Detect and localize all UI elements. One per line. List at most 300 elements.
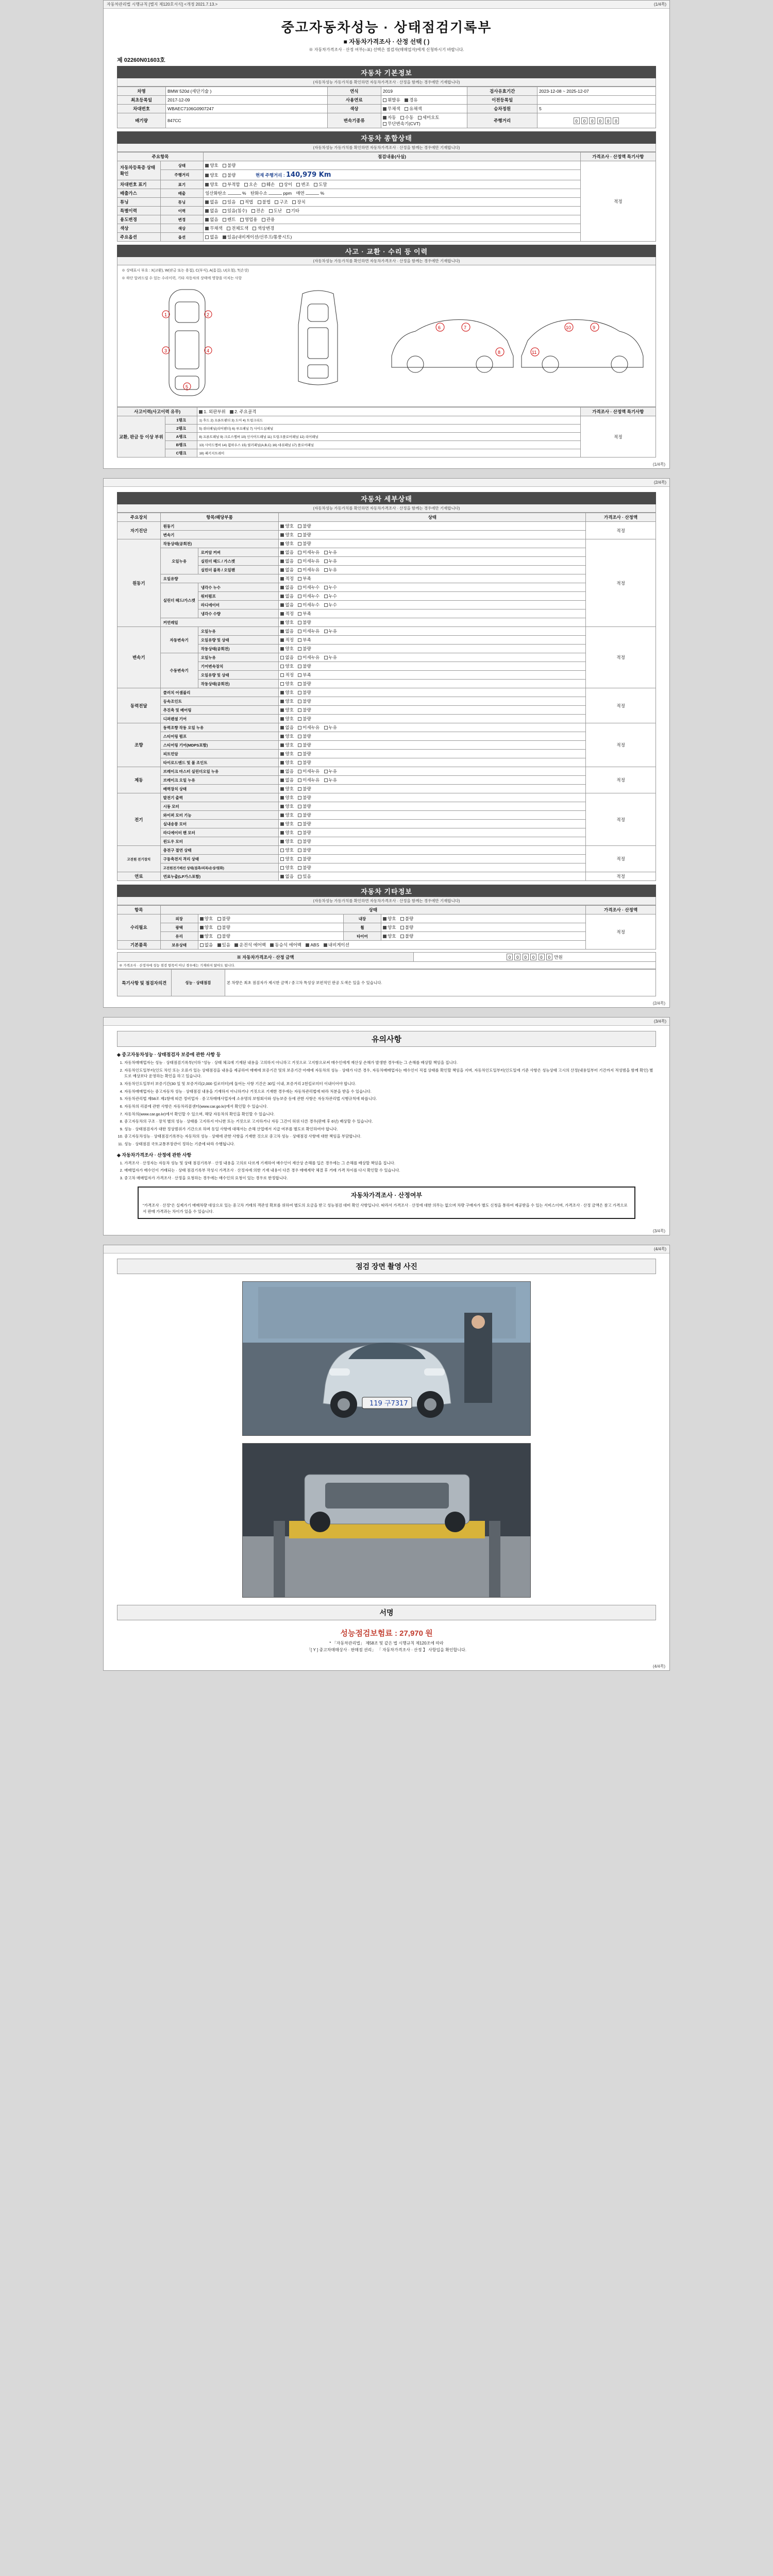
opt-4-0-0[interactable]: 없음 xyxy=(280,724,293,731)
page-2-number: (2/4쪽) xyxy=(653,480,666,485)
detail-state-1-6 xyxy=(279,592,586,601)
notice2-item-1: 2. 매매업자가 매수인이 거래되는 · 상태 점검기록부 작성시 가격조사 · 산정자에 의한 기재 내용이 다른 경우 매매계약 체결 후 거래 가격 차이를 다시 확인할 수 있습니다. xyxy=(124,1167,656,1174)
label-color: 색상 xyxy=(327,105,381,113)
base-item-1[interactable]: 동승석 에어백 xyxy=(270,942,301,948)
detail-table xyxy=(117,513,656,881)
fuel-opt-1[interactable]: 경유 xyxy=(405,97,417,103)
usechange-opt-0[interactable]: 없음 xyxy=(205,216,218,223)
detail-state-5-2 xyxy=(279,785,586,793)
legend-title: 사고이력(사고이력 유무) xyxy=(117,408,197,416)
etc-base-item: 보유상태 xyxy=(160,941,198,950)
tuning-opt-5[interactable]: 장치 xyxy=(292,199,305,205)
opt-1-9-0[interactable]: 양호 xyxy=(280,619,293,625)
opt-2-0-1[interactable]: 미세누유 xyxy=(298,628,320,634)
rank-0-name: 1랭크 xyxy=(165,416,197,425)
opt-2-2-0[interactable]: 양호 xyxy=(280,646,293,652)
detail-item-5-2: 배력장치 상태 xyxy=(160,785,279,793)
detail-note-1: 적정 xyxy=(586,539,656,627)
sub-coolant-leak: 실린더 헤드/가스켓 xyxy=(160,583,198,618)
opt-1-8-1[interactable]: 부족 xyxy=(298,611,311,617)
base-item-0[interactable]: 운전석 에어백 xyxy=(234,942,266,948)
detail-state-4-0 xyxy=(279,723,586,732)
etc-base-label: 기본품목 xyxy=(117,941,161,950)
detail-item-1-5: 냉각수 누수 xyxy=(198,583,279,592)
detail-col-3: 상태 xyxy=(279,513,586,522)
document-description: ※ 자동차가격조사 · 산정 여부(○표) 선택은 점검자(매매업자)에게 신청하시기 바랍니다. xyxy=(309,47,464,52)
opt-2-6-1[interactable]: 불량 xyxy=(298,681,311,687)
opt-7-0-0[interactable]: 양호 xyxy=(280,847,293,853)
tuning-opt-4[interactable]: 구조 xyxy=(275,199,288,205)
opt-0-1-0[interactable]: 양호 xyxy=(280,532,293,538)
detail-item-6-0: 발전기 출력 xyxy=(160,793,279,802)
vin-opt-5[interactable]: 변조 xyxy=(296,181,309,188)
opt-0-1-1[interactable]: 불량 xyxy=(298,532,311,538)
detail-item-7-1: 구동축전지 격리 상태 xyxy=(160,855,279,863)
etc-group-repair: 수리필요 xyxy=(117,914,161,941)
guarantee-box xyxy=(138,1187,635,1219)
section-basic-header: 자동차 기본정보 xyxy=(117,66,656,78)
etc-item2-0: 내장 xyxy=(343,914,381,923)
detail-state-1-3 xyxy=(279,566,586,574)
opt-5-1-0[interactable]: 없음 xyxy=(280,777,293,783)
mileage-opt-1[interactable]: 불량 xyxy=(223,172,236,178)
opt-1-5-2[interactable]: 누수 xyxy=(324,584,337,590)
value-color xyxy=(381,105,467,113)
colorstate-opt-1[interactable]: 전체도색 xyxy=(227,225,248,231)
opt-6-5-0[interactable]: 양호 xyxy=(280,838,293,844)
color-opt-0[interactable]: 무채색 xyxy=(383,106,400,112)
opt-2-5-0[interactable]: 적정 xyxy=(280,672,293,678)
detail-item-2-5: 오일유량 및 상태 xyxy=(198,671,279,680)
detail-item-7-2: 고전원전기배선 상태(접촉/피복/손상/열화) xyxy=(160,863,279,872)
opt-6-2-0[interactable]: 양호 xyxy=(280,812,293,818)
opt-1-0-0[interactable]: 양호 xyxy=(280,540,293,547)
opt-6-1-0[interactable]: 양호 xyxy=(280,803,293,809)
detail-col-1: 주요장치 xyxy=(117,513,161,522)
opt-6-0-0[interactable]: 양호 xyxy=(280,794,293,801)
footer-note-1: * 「자동차관리법」 제58조 및 같은 법 시행규칙 제120조에 따라 xyxy=(329,1640,444,1646)
tuning-opt-2[interactable]: 적법 xyxy=(240,199,253,205)
detail-item-8-0: 연료누출(LP가스포함) xyxy=(160,872,279,881)
page-1-foot: (1/4쪽) xyxy=(652,462,665,467)
row-sublabel-3: 배출 xyxy=(160,189,204,198)
notice-item-6: 7. 자동차의(www.car.go.kr)에서 확인할 수 있으며, 해당 자동차의 확인을 확인할 수 있습니다. xyxy=(124,1111,656,1117)
special-note-table xyxy=(117,969,656,996)
detail-state-2-2 xyxy=(279,645,586,653)
opt-1-4-1[interactable]: 부족 xyxy=(298,575,311,582)
rank-0-text: 1) 후드 2) 프론트팬더 3) 도어 4) 트렁크리드 xyxy=(197,416,580,425)
vin-opt-2[interactable]: 오손 xyxy=(244,181,257,188)
opt-4-1-0[interactable]: 양호 xyxy=(280,733,293,739)
opt-5-2-1[interactable]: 불량 xyxy=(298,786,311,792)
regcheck-opt-1[interactable]: 불량 xyxy=(223,162,236,168)
opt-6-0-1[interactable]: 불량 xyxy=(298,794,311,801)
opt-1-5-1[interactable]: 미세누수 xyxy=(298,584,320,590)
detail-state-7-1 xyxy=(279,855,586,863)
detail-item-3-1: 등속조인트 xyxy=(160,697,279,706)
detail-state-6-1 xyxy=(279,802,586,811)
opt-4-2-1[interactable]: 불량 xyxy=(298,742,311,748)
rank-3-text: 13) 사이드멤버 14) 휠하우스 15) 필러패널(A,B,C) 16) 대쉬패널 17) 플로어패널 xyxy=(197,441,580,449)
notice-item-5: 6. 자동차의 리콜에 관한 사항은 자동차리콜센터(www.car.go.kr)에서 확인할 수 있습니다. xyxy=(124,1104,656,1110)
opt-2-1-0[interactable]: 적정 xyxy=(280,637,293,643)
label-vin: 차대번호 xyxy=(117,105,166,113)
opt-1-3-0[interactable]: 없음 xyxy=(280,567,293,573)
opt-3-1-1[interactable]: 불량 xyxy=(298,698,311,704)
opt-1-2-2[interactable]: 누유 xyxy=(324,558,337,564)
usechange-opt-1[interactable]: 렌트 xyxy=(223,216,236,223)
opt-5-1-1[interactable]: 미세누유 xyxy=(298,777,320,783)
row-state-0 xyxy=(204,161,581,170)
etc-base-state xyxy=(198,941,585,950)
opt-3-0-1[interactable]: 불량 xyxy=(298,689,311,696)
label-carname: 차명 xyxy=(117,87,166,96)
vin-opt-0[interactable]: 양호 xyxy=(205,181,218,188)
group-powertrain: 동력전달 xyxy=(117,688,161,723)
opt-1-1-1[interactable]: 미세누유 xyxy=(298,549,320,555)
price-result-value xyxy=(413,953,656,962)
car-view-top xyxy=(253,283,383,403)
opt-1-6-2[interactable]: 누수 xyxy=(324,593,337,599)
opt-3-2-0[interactable]: 양호 xyxy=(280,707,293,713)
notice2-item-2: 3. 중고차 매매업자가 가격조사 · 산정을 요청하는 경우에는 매수인의 요청이 있는 경우로 한정합니다. xyxy=(124,1175,656,1181)
opt-6-3-1[interactable]: 불량 xyxy=(298,821,311,827)
page-2-top-bar xyxy=(104,479,669,487)
overall-table xyxy=(117,152,656,242)
opt-5-0-2[interactable]: 누유 xyxy=(324,768,337,774)
detail-state-1-7 xyxy=(279,601,586,609)
opt-1-1-0[interactable]: 없음 xyxy=(280,549,293,555)
opt-6-3-0[interactable]: 양호 xyxy=(280,821,293,827)
opt-5-1-2[interactable]: 누유 xyxy=(324,777,337,783)
page-2 xyxy=(103,478,670,1008)
notice-item-4: 5. 자동차관리법 제58조 제1항에 따른 정비업자 · 중고차매매사업자에 소유명의 보험회사와 성능보증 등에 관한 사항은 자동차관리법 시행규칙에 따릅니다. xyxy=(124,1096,656,1102)
sub-manual-trans: 수동변속기 xyxy=(160,653,198,688)
etc-opt-0-1[interactable]: 불량 xyxy=(217,916,230,922)
opt-6-1-1[interactable]: 불량 xyxy=(298,803,311,809)
detail-state-3-0 xyxy=(279,688,586,697)
opt-1-2-1[interactable]: 미세누유 xyxy=(298,558,320,564)
footer-note xyxy=(117,1640,656,1660)
opt-8-0-0[interactable]: 없음 xyxy=(280,873,293,879)
usechange-opt-2[interactable]: 영업용 xyxy=(240,216,258,223)
row-state-4 xyxy=(204,198,581,207)
detail-item-6-2: 와이퍼 모터 기능 xyxy=(160,811,279,820)
opt-0-0-1[interactable]: 불량 xyxy=(298,523,311,529)
detail-state-3-2 xyxy=(279,706,586,715)
etc-opt-2-0[interactable]: 양호 xyxy=(200,933,213,939)
opt-6-2-1[interactable]: 불량 xyxy=(298,812,311,818)
fee-label: 성능점검보험료 : xyxy=(340,1629,397,1638)
colorstate-opt-2[interactable]: 색상변경 xyxy=(253,225,274,231)
opt-2-0-2[interactable]: 누유 xyxy=(324,628,337,634)
opt-4-3-0[interactable]: 양호 xyxy=(280,751,293,757)
group-fuel: 연료 xyxy=(117,872,161,881)
etc-opt2-1-1[interactable]: 불량 xyxy=(400,924,413,930)
detail-state-1-0 xyxy=(279,539,586,548)
opt-7-0-1[interactable]: 불량 xyxy=(298,847,311,853)
mileage-current-label: 현재 주행거리 : 140,979 Km xyxy=(255,171,331,179)
guarantee-title: 자동차가격조사 · 산정여부 xyxy=(350,1191,423,1199)
signature-header: 서명 xyxy=(117,1605,656,1620)
opt-3-2-1[interactable]: 불량 xyxy=(298,707,311,713)
opt-1-8-0[interactable]: 적정 xyxy=(280,611,293,617)
opt-7-1-0[interactable]: 양호 xyxy=(280,856,293,862)
page-number: (1/4쪽) xyxy=(653,2,666,7)
opt-8-0-1[interactable]: 있음 xyxy=(298,873,311,879)
options-opt-0[interactable]: 없음 xyxy=(205,234,218,240)
detail-item-4-0: 동력조향 작동 오일 누유 xyxy=(160,723,279,732)
fuel-opt-0[interactable]: 휘발유 xyxy=(383,97,400,103)
detail-state-2-5 xyxy=(279,671,586,680)
car-view-front xyxy=(122,283,253,403)
detail-item-2-2: 작동상태(공회전) xyxy=(198,645,279,653)
opt-2-4-0[interactable]: 양호 xyxy=(280,663,293,669)
svg-text:11: 11 xyxy=(532,350,537,355)
rank-4-text: 18) 패키지트레이 xyxy=(197,449,580,457)
etc-opt2-0-1[interactable]: 불량 xyxy=(400,916,413,922)
detail-state-1-5 xyxy=(279,583,586,592)
detail-state-2-1 xyxy=(279,636,586,645)
vin-opt-1[interactable]: 부적합 xyxy=(223,181,240,188)
row-state-3 xyxy=(204,189,581,198)
detail-note-4: 적정 xyxy=(586,723,656,767)
opt-1-1-2[interactable]: 누유 xyxy=(324,549,337,555)
opt-1-3-2[interactable]: 누유 xyxy=(324,567,337,573)
mileage-opt-0[interactable]: 양호 xyxy=(205,172,218,178)
detail-item-2-0: 오일누유 xyxy=(198,627,279,636)
row-sublabel-6: 변경 xyxy=(160,215,204,224)
etc-opt-0-0[interactable]: 양호 xyxy=(200,916,213,922)
etc-state-0 xyxy=(198,914,343,923)
etc-opt2-0-0[interactable]: 양호 xyxy=(383,916,396,922)
tuning-opt-0[interactable]: 없음 xyxy=(205,199,218,205)
row-label-regcheck: 자동차등록증 상태 확인 xyxy=(117,161,161,180)
opt-3-0-0[interactable]: 양호 xyxy=(280,689,293,696)
opt-2-2-1[interactable]: 불량 xyxy=(298,646,311,652)
opt-2-3-1[interactable]: 미세누유 xyxy=(298,654,320,660)
price-digit-2: 0 xyxy=(523,954,529,960)
opt-1-4-0[interactable]: 적정 xyxy=(280,575,293,582)
detail-item-2-1: 오일유량 및 상태 xyxy=(198,636,279,645)
special-sub: 성능 · 상태점검 xyxy=(171,970,225,996)
mileage-digit-0: 0 xyxy=(574,117,580,124)
opt-1-2-0[interactable]: 없음 xyxy=(280,558,293,564)
opt-5-0-1[interactable]: 미세누유 xyxy=(298,768,320,774)
opt-2-3-2[interactable]: 누유 xyxy=(324,654,337,660)
mileage-current-value: 140,979 Km xyxy=(286,171,331,179)
price-result-table xyxy=(117,952,656,969)
history-opt-1[interactable]: 있음(침수) xyxy=(223,208,247,214)
detail-state-3-1 xyxy=(279,697,586,706)
row-state-5 xyxy=(204,207,581,215)
form-code: 자동차관리법 시행규칙 [별지 제120호서식] <개정 2021.7.13.> xyxy=(107,2,218,7)
opt-2-4-1[interactable]: 불량 xyxy=(298,663,311,669)
opt-3-3-0[interactable]: 양호 xyxy=(280,716,293,722)
label-fuel: 사용연료 xyxy=(327,96,381,105)
document-title: 중고자동차성능 · 상태점검기록부 xyxy=(281,20,492,35)
etc-opt-1-1[interactable]: 불량 xyxy=(217,924,230,930)
page-4 xyxy=(103,1245,670,1671)
etc-col-3: 가격조사 · 산정액 xyxy=(586,906,656,914)
label-seats: 승차정원 xyxy=(467,105,537,113)
opt-6-4-0[interactable]: 양호 xyxy=(280,829,293,836)
opt-2-6-0[interactable]: 양호 xyxy=(280,681,293,687)
opt-4-4-1[interactable]: 불량 xyxy=(298,759,311,766)
rank-4-name: C랭크 xyxy=(165,449,197,457)
detail-state-2-6 xyxy=(279,680,586,688)
trans-opt-0[interactable]: 자동 xyxy=(383,114,396,121)
detail-note-8: 적정 xyxy=(586,872,656,881)
history-opt-2[interactable]: 전손 xyxy=(251,208,264,214)
opt-1-5-0[interactable]: 없음 xyxy=(280,584,293,590)
value-year: 2019 xyxy=(381,87,467,96)
legend-values xyxy=(197,408,580,416)
opt-5-2-0[interactable]: 양호 xyxy=(280,786,293,792)
detail-state-6-3 xyxy=(279,820,586,828)
detail-state-0-0 xyxy=(279,522,586,531)
opt-6-4-1[interactable]: 불량 xyxy=(298,829,311,836)
detail-item-3-2: 추진축 및 베어링 xyxy=(160,706,279,715)
etc-opt-2-1[interactable]: 불량 xyxy=(217,933,230,939)
label-mileage: 주행거리 xyxy=(467,113,537,128)
page-4-top-bar xyxy=(104,1245,669,1253)
trans-opt-2[interactable]: 세미오토 xyxy=(418,114,440,121)
opt-4-0-2[interactable]: 누유 xyxy=(324,724,337,731)
value-mileage xyxy=(537,113,656,128)
section-accident-subheader: (자동차성능 가동가치를 확인하면 자동차가격조사 · 산정을 함께는 경우에만 기재합니다) xyxy=(117,257,656,265)
detail-item-2-6: 작동상태(공회전) xyxy=(198,680,279,688)
legend-item-0[interactable]: 1. 외판부위 xyxy=(199,409,225,415)
section-basic-subheader: (자동차성능 가동가치를 확인하면 자동차가격조사 · 산정을 함께는 경우에만 기재합니다) xyxy=(117,78,656,87)
opt-1-7-1[interactable]: 미세누수 xyxy=(298,602,320,608)
opt-1-0-1[interactable]: 불량 xyxy=(298,540,311,547)
opt-3-1-0[interactable]: 양호 xyxy=(280,698,293,704)
options-opt-1[interactable]: 있음(내비게이션/선루프/통풍시트) xyxy=(223,234,292,240)
rank-col-label: 교환, 판금 등 이상 부위 xyxy=(117,416,165,457)
base-opt-0[interactable]: 없음 xyxy=(200,942,213,948)
history-opt-0[interactable]: 없음 xyxy=(205,208,218,214)
base-item-2[interactable]: ABS xyxy=(306,942,319,947)
opt-1-7-0[interactable]: 없음 xyxy=(280,602,293,608)
opt-0-0-0[interactable]: 양호 xyxy=(280,523,293,529)
base-item-3[interactable]: 내비게이션 xyxy=(324,942,349,948)
etc-state-1 xyxy=(198,923,343,932)
detail-item-1-7: 라디에이터 xyxy=(198,601,279,609)
guarantee-text: "가격조사 · 산정"은 실제가기 매매차량 대상으로 있는 중고차 거래의 객관성 확보를 위하여 별도의 요금을 받고 성능점검 대비 확인 사항입니다. 따라서 가격조사 · 산정에 대한 의무는 없으며 차량 구매자가 별도 신청을 통하여 제공받을 수 있는 서비스이며, 가격조사 · 산정 금액은 참고 가격으로서 판매 가격과는 차이가 있을 수 있습니다. xyxy=(143,1202,628,1214)
opt-1-3-1[interactable]: 미세누유 xyxy=(298,567,320,573)
opt-2-1-1[interactable]: 부족 xyxy=(298,637,311,643)
history-opt-3[interactable]: 도난 xyxy=(269,208,282,214)
opt-4-4-0[interactable]: 양호 xyxy=(280,759,293,766)
opt-4-2-0[interactable]: 양호 xyxy=(280,742,293,748)
detail-item-6-4: 라디에이터 팬 모터 xyxy=(160,828,279,837)
history-opt-4[interactable]: 기타 xyxy=(287,208,299,214)
svg-text:1: 1 xyxy=(164,312,167,318)
opt-7-2-0[interactable]: 양호 xyxy=(280,865,293,871)
notice-item-8: 9. 성능 · 상태점검자가 대한 정상범위가 기간으로 하며 동일 사항에 대해서는 손해 산업에서 지급 여부를 별도로 확인하여야 합니다. xyxy=(124,1126,656,1132)
opt-4-3-1[interactable]: 불량 xyxy=(298,751,311,757)
opt-1-6-1[interactable]: 미세누수 xyxy=(298,593,320,599)
etc-opt-1-0[interactable]: 양호 xyxy=(200,924,213,930)
accident-rank-table xyxy=(117,407,656,457)
value-carname: BMW 520d (세단기술 ) xyxy=(166,87,328,96)
detail-col-4: 가격조사 · 산정액 xyxy=(586,513,656,522)
row-state-8 xyxy=(204,233,581,242)
opt-2-3-0[interactable]: 없음 xyxy=(280,654,293,660)
colorstate-opt-0[interactable]: 무채색 xyxy=(205,225,223,231)
notice-item-9: 10. 중고자동차성능 · 상태점검기록부는 자동차의 성능 · 상태에 관한 사항을 기재한 것으로 중고차 성능 · 상태점검 사항에 대한 책임을 부담합니다. xyxy=(124,1133,656,1140)
footer-note-2: 「[ Y ] 중고차매매상사 · 판매점 권리」 「 자동차가격조사 · 산정 】 사항입을 확인합니다. xyxy=(307,1647,466,1652)
rank-2-text: 8) 프론트패널 9) 크로스멤버 10) 인사이드패널 11) 트렁크플로어패널 12) 리어패널 xyxy=(197,433,580,441)
group-transmission: 변속기 xyxy=(117,627,161,688)
opt-1-6-0[interactable]: 없음 xyxy=(280,593,293,599)
label-displacement: 배기량 xyxy=(117,113,166,128)
opt-4-1-1[interactable]: 불량 xyxy=(298,733,311,739)
price-digit-0: 0 xyxy=(507,954,513,960)
section-etc-subheader: (자동차성능 가동가치를 확인하면 자동차가격조사 · 산정을 함께는 경우에만 기재합니다) xyxy=(117,897,656,905)
trans-opt-1[interactable]: 수동 xyxy=(400,114,413,121)
base-opt-1[interactable]: 있음 xyxy=(217,942,230,948)
legend-item-1[interactable]: 2. 주요골격 xyxy=(230,409,256,415)
tuning-opt-1[interactable]: 있음 xyxy=(223,199,236,205)
detail-item-1-6: 워터펌프 xyxy=(198,592,279,601)
opt-6-5-1[interactable]: 불량 xyxy=(298,838,311,844)
tuning-opt-3[interactable]: 불법 xyxy=(258,199,271,205)
row-sublabel-1: 주행거리 xyxy=(160,170,204,180)
usechange-opt-3[interactable]: 관용 xyxy=(262,216,275,223)
inspection-insurance-fee xyxy=(117,1620,656,1640)
diagram-note-1: ※ 상태표시 부호 : X(교환), W(판금 또는 용접), C(부식), A(흠집), U(요철), T(손상) xyxy=(122,269,249,273)
opt-7-2-1[interactable]: 불량 xyxy=(298,865,311,871)
opt-4-0-1[interactable]: 미세누유 xyxy=(298,724,320,731)
notice-item-2: 3. 자동차인도일부터 보증기간(30 일 및 보증거리(2,000 킬로미터)에 둘어는 사항 기간은 30일 이내, 보증거리 2천킬로미터 이내이어야 합니다. xyxy=(124,1081,656,1087)
photo-section-header: 점검 장면 촬영 사진 xyxy=(117,1259,656,1274)
opt-2-0-0[interactable]: 없음 xyxy=(280,628,293,634)
inspection-photo-front xyxy=(242,1281,531,1436)
detail-item-5-0: 브레이크 마스터 실린더오일 누유 xyxy=(160,767,279,776)
color-opt-1[interactable]: 유채색 xyxy=(405,106,422,112)
opt-5-0-0[interactable]: 없음 xyxy=(280,768,293,774)
vin-opt-6[interactable]: 도말 xyxy=(314,181,327,188)
detail-state-1-8 xyxy=(279,609,586,618)
regcheck-opt-0[interactable]: 양호 xyxy=(205,162,218,168)
opt-1-9-1[interactable]: 불량 xyxy=(298,619,311,625)
detail-state-2-0 xyxy=(279,627,586,636)
opt-3-3-1[interactable]: 불량 xyxy=(298,716,311,722)
detail-state-6-0 xyxy=(279,793,586,802)
row-sublabel-2: 표기 xyxy=(160,180,204,189)
svg-text:5: 5 xyxy=(186,384,189,390)
page-top-bar xyxy=(104,1,669,9)
vin-opt-3[interactable]: 훼손 xyxy=(262,181,275,188)
opt-2-5-1[interactable]: 부족 xyxy=(298,672,311,678)
opt-7-1-1[interactable]: 불량 xyxy=(298,856,311,862)
etc-opt2-2-0[interactable]: 양호 xyxy=(383,933,396,939)
car-view-left xyxy=(383,307,517,380)
trans-opt-3[interactable]: 무단변속기(CVT) xyxy=(383,121,421,127)
basic-info-table xyxy=(117,87,656,128)
etc-opt2-1-0[interactable]: 양호 xyxy=(383,924,396,930)
col-price: 가격조사 · 산정액 특기사항 xyxy=(580,152,656,161)
col-item: 주요항목 xyxy=(117,152,204,161)
row-sublabel-5: 이력 xyxy=(160,207,204,215)
detail-col-2: 항목/해당부품 xyxy=(160,513,279,522)
etc-opt2-2-1[interactable]: 불량 xyxy=(400,933,413,939)
vin-opt-4[interactable]: 상이 xyxy=(279,181,292,188)
sub-oil-leak: 오일누유 xyxy=(160,548,198,574)
opt-1-7-2[interactable]: 누수 xyxy=(324,602,337,608)
